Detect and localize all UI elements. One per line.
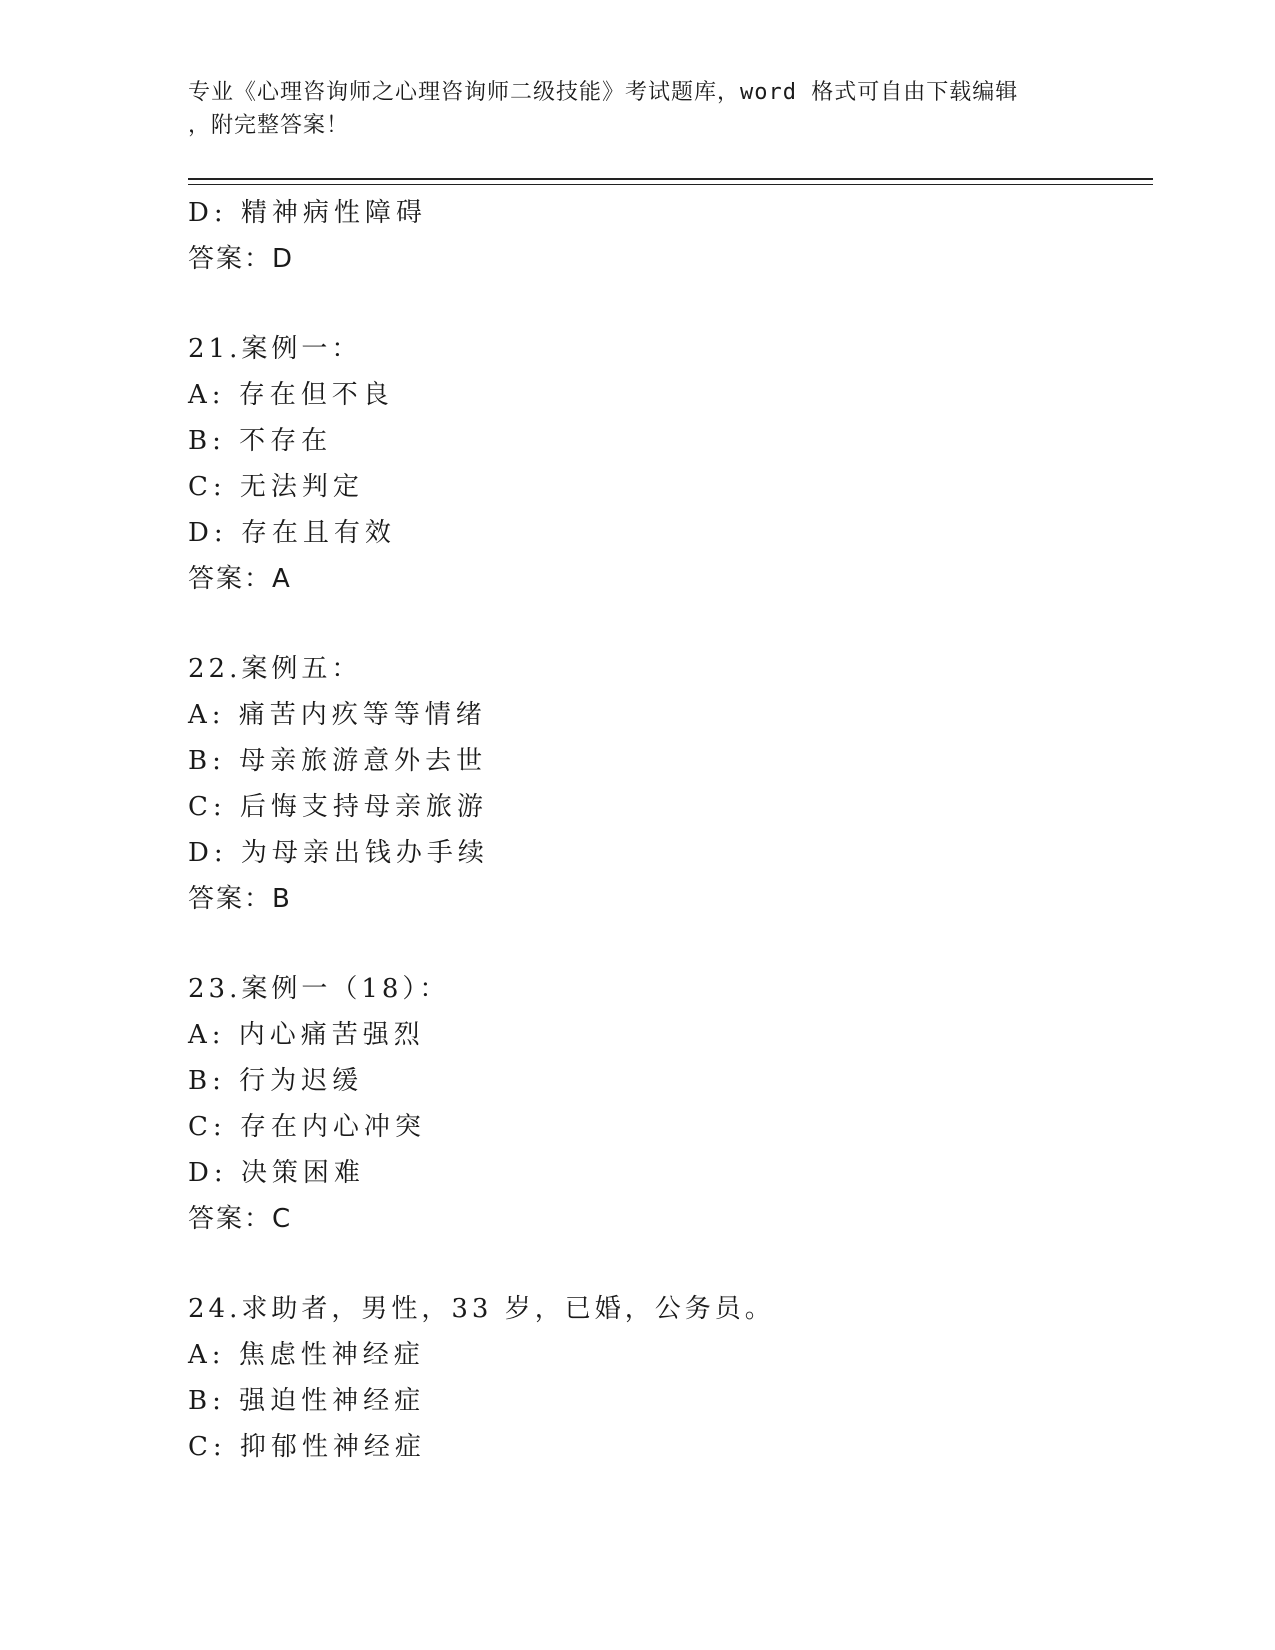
question-24-option-b: B: 强迫性神经症 — [188, 1386, 426, 1416]
lead-option-d: D: 精神病性障碍 — [188, 198, 427, 228]
question-list — [188, 190, 1148, 1470]
question-21-option-b: B: 不存在 — [188, 426, 333, 456]
lead-answer: 答案：D — [188, 244, 295, 274]
question-24-option-a: A: 焦虑性神经症 — [188, 1340, 425, 1370]
question-24-title: 24.求助者，男性，33 岁，已婚，公务员。 — [188, 1294, 775, 1324]
question-23-answer: 答案：C — [188, 1204, 293, 1234]
spacer — [188, 282, 1148, 326]
question-22-option-d: D: 为母亲出钱办手续 — [188, 838, 489, 868]
document-header — [188, 76, 1088, 142]
spacer — [188, 922, 1148, 966]
question-22-option-a: A: 痛苦内疚等等情绪 — [188, 700, 487, 730]
question-23-option-d: D: 决策困难 — [188, 1158, 365, 1188]
question-22-title: 22.案例五： — [188, 654, 362, 684]
header-divider-thick — [188, 178, 1153, 180]
question-22-option-c: C: 后悔支持母亲旅游 — [188, 792, 488, 822]
question-23-option-a: A: 内心痛苦强烈 — [188, 1020, 425, 1050]
question-21-title: 21.案例一： — [188, 334, 362, 364]
question-23-option-b: B: 行为迟缓 — [188, 1066, 364, 1096]
question-21-option-d: D: 存在且有效 — [188, 518, 396, 548]
header-line-1: 专业《心理咨询师之心理咨询师二级技能》考试题库，word 格式可自由下载编辑 — [188, 80, 1019, 105]
question-21-option-a: A: 存在但不良 — [188, 380, 394, 410]
header-divider-thin — [188, 184, 1153, 185]
question-23-title: 23.案例一（18）： — [188, 974, 450, 1004]
question-22-answer: 答案：B — [188, 884, 292, 914]
question-21-answer: 答案：A — [188, 564, 292, 594]
header-line-2: ，附完整答案！ — [188, 113, 350, 138]
spacer — [188, 1242, 1148, 1286]
spacer — [188, 602, 1148, 646]
question-22-option-b: B: 母亲旅游意外去世 — [188, 746, 488, 776]
question-24-option-c: C: 抑郁性神经症 — [188, 1432, 426, 1462]
question-23-option-c: C: 存在内心冲突 — [188, 1112, 426, 1142]
question-21-option-c: C: 无法判定 — [188, 472, 364, 502]
